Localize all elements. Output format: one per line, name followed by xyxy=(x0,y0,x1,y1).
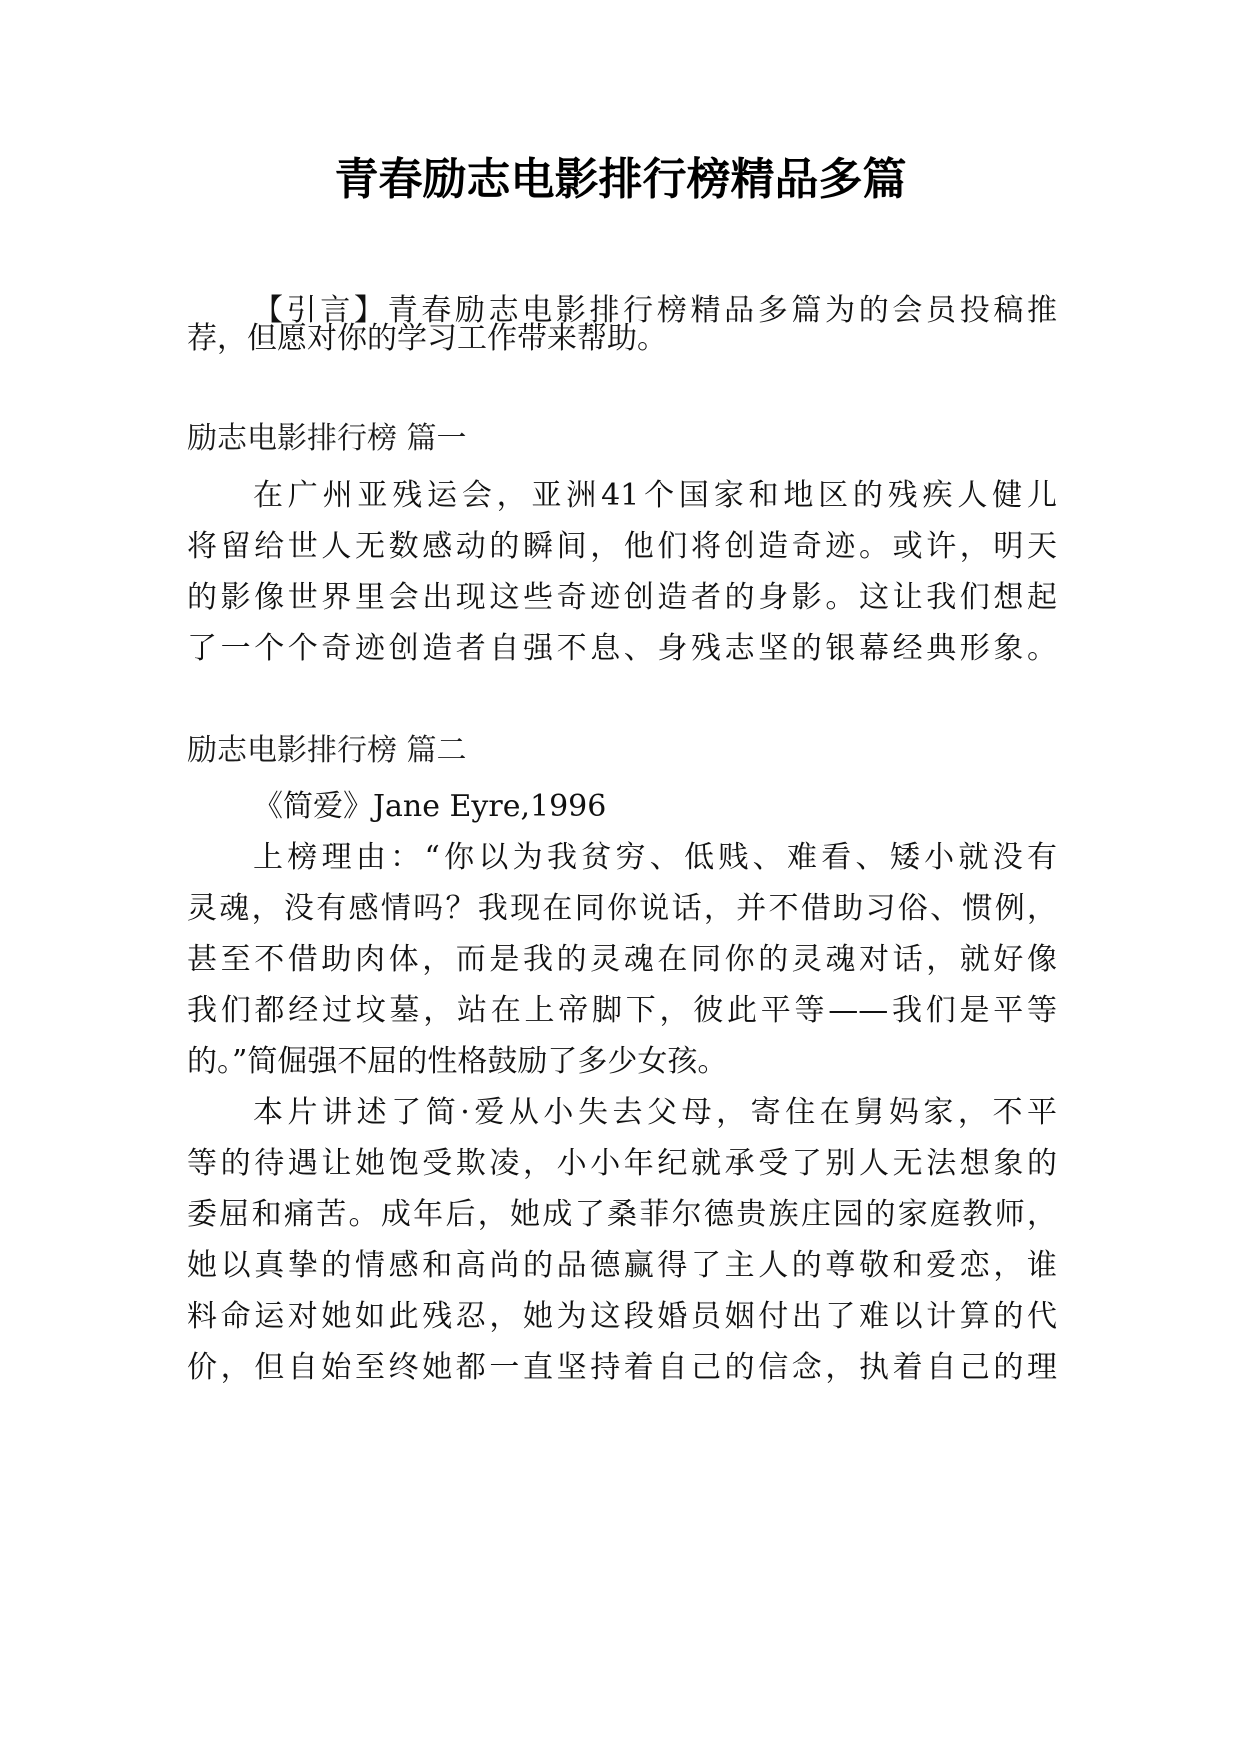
intro-line: 【引言】青春励志电影排行榜精品多篇为的会员投稿推 xyxy=(253,293,1057,328)
document-title: 青春励志电影排行榜精品多篇 xyxy=(334,154,907,205)
paragraph-line: 了一个个奇迹创造者自强不息、身残志坚的银幕经典形象。 xyxy=(187,631,1057,666)
paragraph-line: 我们都经过坟墓，站在上帝脚下，彼此平等——我们是平等 xyxy=(187,993,1057,1028)
paragraph-line: 等的待遇让她饱受欺凌，小小年纪就承受了别人无法想象的 xyxy=(187,1146,1057,1181)
section-heading: 励志电影排行榜 篇一 xyxy=(187,421,467,456)
paragraph-line: 她以真挚的情感和高尚的品德赢得了主人的尊敬和爱恋，谁 xyxy=(187,1248,1057,1283)
paragraph-line: 的影像世界里会出现这些奇迹创造者的身影。这让我们想起 xyxy=(187,580,1057,615)
paragraph-line: 上榜理由：“你以为我贫穷、低贱、难看、矮小就没有 xyxy=(253,840,1057,875)
paragraph-line: 本片讲述了简·爱从小失去父母，寄住在舅妈家，不平 xyxy=(253,1095,1057,1130)
film-title: 《简爱》Jane Eyre,1996 xyxy=(253,789,607,824)
paragraph-line: 委屈和痛苦。成年后，她成了桑菲尔德贵族庄园的家庭教师， xyxy=(187,1197,1057,1232)
section-heading: 励志电影排行榜 篇二 xyxy=(187,733,467,768)
paragraph-line: 甚至不借助肉体，而是我的灵魂在同你的灵魂对话，就好像 xyxy=(187,942,1057,977)
paragraph-line: 灵魂，没有感情吗？我现在同你说话，并不借助习俗、惯例， xyxy=(187,891,1057,926)
intro-line: 荐，但愿对你的学习工作带来帮助。 xyxy=(187,321,667,356)
paragraph-line: 料命运对她如此残忍，她为这段婚员姻付出了难以计算的代 xyxy=(187,1299,1057,1334)
paragraph-line: 将留给世人无数感动的瞬间，他们将创造奇迹。或许，明天 xyxy=(187,529,1057,564)
paragraph-line: 在广州亚残运会，亚洲41个国家和地区的残疾人健儿 xyxy=(253,478,1057,513)
paragraph-line: 的。”简倔强不屈的性格鼓励了多少女孩。 xyxy=(187,1044,728,1079)
paragraph-line: 价，但自始至终她都一直坚持着自己的信念，执着自己的理 xyxy=(187,1350,1057,1385)
